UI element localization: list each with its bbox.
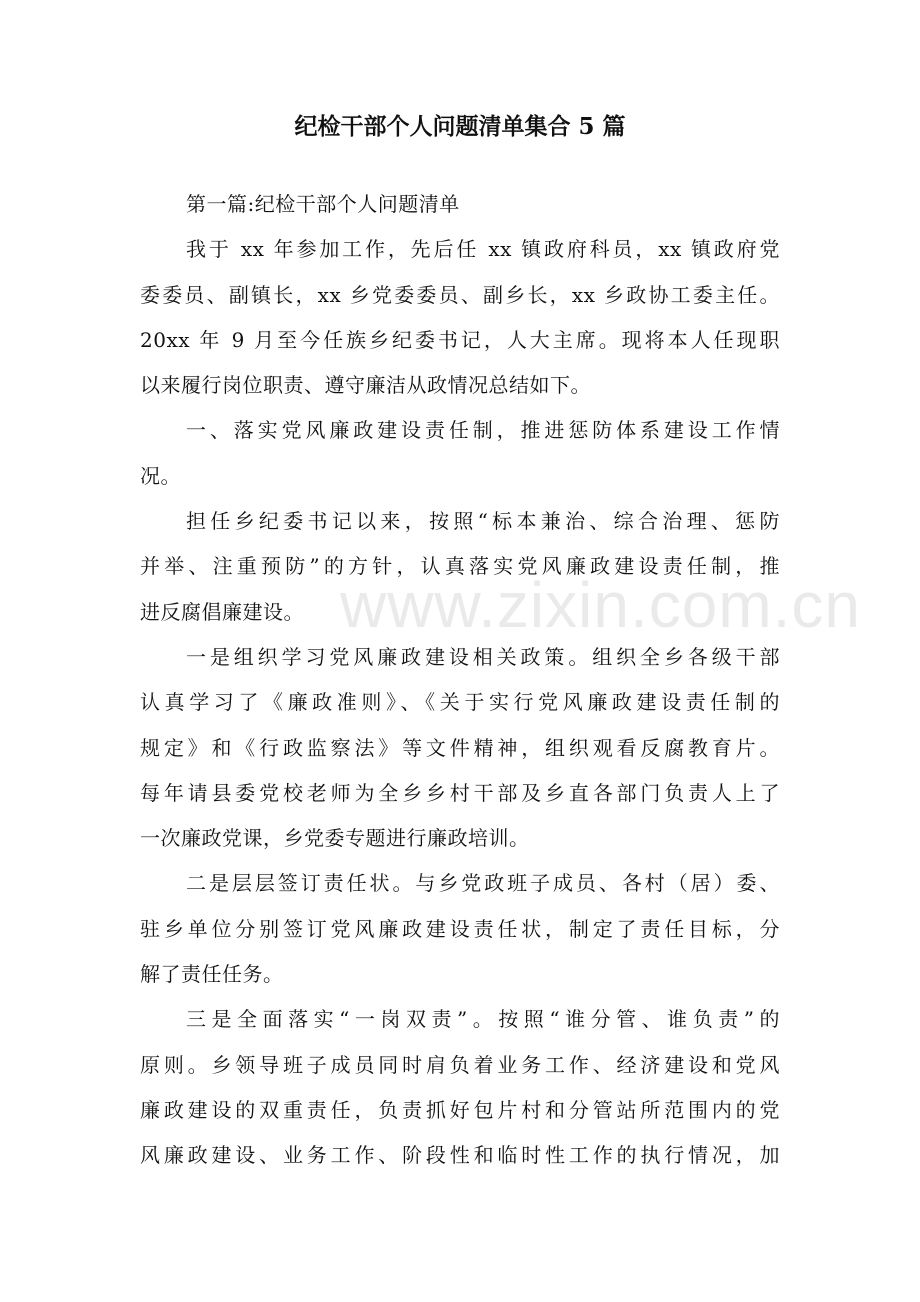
text-line: 一、落实党风廉政建设责任制，推进惩防体系建设工作情 [186, 418, 780, 443]
text-line: 我于 xx 年参加工作，先后任 xx 镇政府科员，xx 镇政府党 [186, 237, 780, 262]
text-line: 驻乡单位分别签订党风廉政建设责任状，制定了责任目标，分 [140, 916, 780, 941]
text-line: 解了责任任务。 [140, 962, 284, 987]
text-line: 进反腐倡廉建设。 [140, 599, 304, 624]
watermark: www.zixin.com.cn [340, 569, 861, 641]
text-line: 风廉政建设、业务工作、阶段性和临时性工作的执行情况，加 [140, 1143, 780, 1168]
text-line: 原则。乡领导班子成员同时肩负着业务工作、经济建设和党风 [140, 1052, 780, 1077]
text-line: 三是全面落实“一岗双责”。按照“谁分管、谁负责”的 [186, 1007, 780, 1032]
document-body [140, 182, 780, 1179]
text-line: 一是组织学习党风廉政建设相关政策。组织全乡各级干部 [186, 644, 780, 669]
text-line: 每年请县委党校老师为全乡乡村干部及乡直各部门负责人上了 [140, 780, 780, 805]
document-title: 纪检干部个人问题清单集合 5 篇 [294, 113, 626, 140]
text-line: 一次廉政党课，乡党委专题进行廉政培训。 [140, 826, 530, 851]
text-line: 况。 [140, 463, 181, 488]
text-line: 担任乡纪委书记以来，按照“标本兼治、综合治理、惩防 [186, 509, 780, 534]
text-line: 委委员、副镇长，xx 乡党委委员、副乡长，xx 乡政协工委主任。 [140, 282, 780, 307]
text-line: 廉政建设的双重责任，负责抓好包片村和分管站所范围内的党 [140, 1097, 780, 1122]
text-line: 认真学习了《廉政准则》、《关于实行党风廉政建设责任制的 [140, 690, 780, 715]
text-line: 第一篇:纪检干部个人问题清单 [186, 192, 460, 216]
text-line: 并举、注重预防”的方针，认真落实党风廉政建设责任制，推 [140, 554, 780, 579]
text-line: 以来履行岗位职责、遵守廉洁从政情况总结如下。 [140, 373, 591, 398]
text-line: 20xx 年 9 月至今任族乡纪委书记，人大主席。现将本人任现职 [140, 327, 780, 352]
text-line: 规定》和《行政监察法》等文件精神，组织观看反腐教育片。 [140, 735, 780, 760]
text-line: 二是层层签订责任状。与乡党政班子成员、各村（居）委、 [186, 871, 780, 896]
